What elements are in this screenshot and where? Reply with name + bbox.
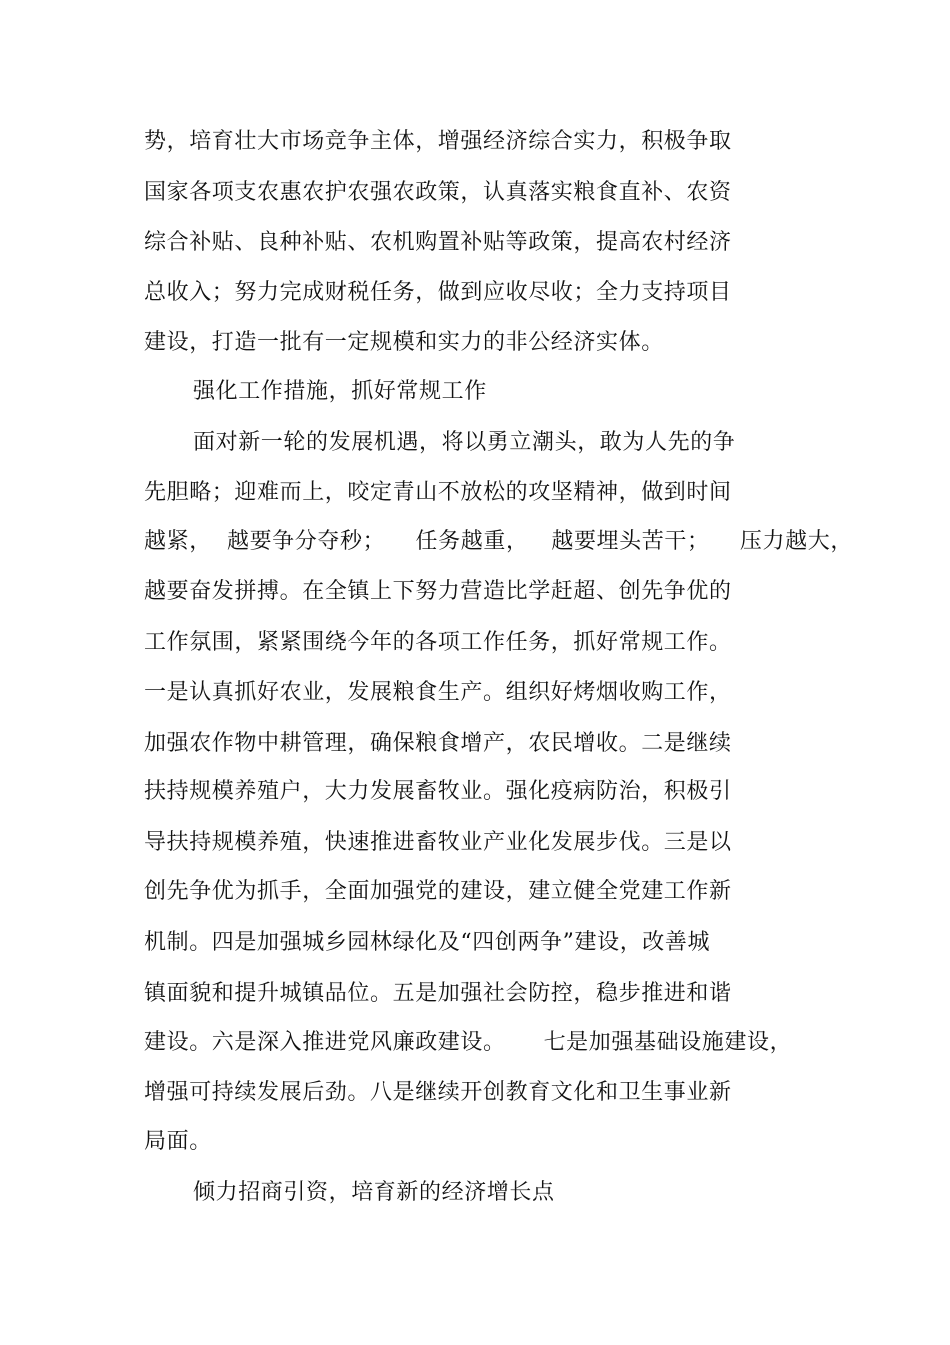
paragraph-line: 局面。 — [144, 1129, 212, 1154]
section-heading: 强化工作措施，抓好常规工作 — [193, 379, 487, 404]
section-heading: 倾力招商引资，培育新的经济增长点 — [193, 1180, 555, 1205]
paragraph-line: 创先争优为抓手，全面加强党的建设，建立健全党建工作新 — [144, 879, 732, 904]
paragraph-line: 总收入；努力完成财税任务，做到应收尽收；全力支持项目 — [144, 280, 732, 305]
paragraph-line: 建设，打造一批有一定规模和实力的非公经济实体。 — [144, 330, 664, 355]
paragraph-line: 扶持规模养殖户，大力发展畜牧业。强化疫病防治，积极引 — [144, 779, 732, 804]
paragraph-line: 面对新一轮的发展机遇，将以勇立潮头，敢为人先的争 — [193, 430, 736, 455]
paragraph-line: 国家各项支农惠农护农强农政策，认真落实粮食直补、农资 — [144, 180, 732, 205]
paragraph-line: 导扶持规模养殖，快速推进畜牧业产业化发展步伐。三是以 — [144, 830, 732, 855]
paragraph-line: 综合补贴、良种补贴、农机购置补贴等政策，提高农村经济 — [144, 230, 732, 255]
paragraph-line: 镇面貌和提升城镇品位。五是加强社会防控，稳步推进和谐 — [144, 981, 732, 1006]
paragraph-line: 增强可持续发展后劲。八是继续开创教育文化和卫生事业新 — [144, 1080, 732, 1105]
paragraph-line: 势，培育壮大市场竞争主体，增强经济综合实力，积极争取 — [144, 129, 732, 154]
paragraph-line: 先胆略；迎难而上，咬定青山不放松的攻坚精神，做到时间 — [144, 480, 732, 505]
paragraph-line: 越紧， 越要争分夺秒； 任务越重， 越要埋头苦干； 压力越大， — [144, 529, 853, 554]
paragraph-line: 越要奋发拼搏。在全镇上下努力营造比学赶超、创先争优的 — [144, 579, 732, 604]
paragraph-line: 机制。四是加强城乡园林绿化及“四创两争”建设，改善城 — [144, 930, 711, 955]
paragraph-line: 工作氛围，紧紧围绕今年的各项工作任务，抓好常规工作。 — [144, 630, 732, 655]
paragraph-line: 一是认真抓好农业，发展粮食生产。组织好烤烟收购工作， — [144, 680, 732, 705]
paragraph-line: 建设。六是深入推进党风廉政建设。 七是加强基础设施建设， — [144, 1030, 793, 1055]
paragraph-line: 加强农作物中耕管理，确保粮食增产，农民增收。二是继续 — [144, 731, 732, 756]
